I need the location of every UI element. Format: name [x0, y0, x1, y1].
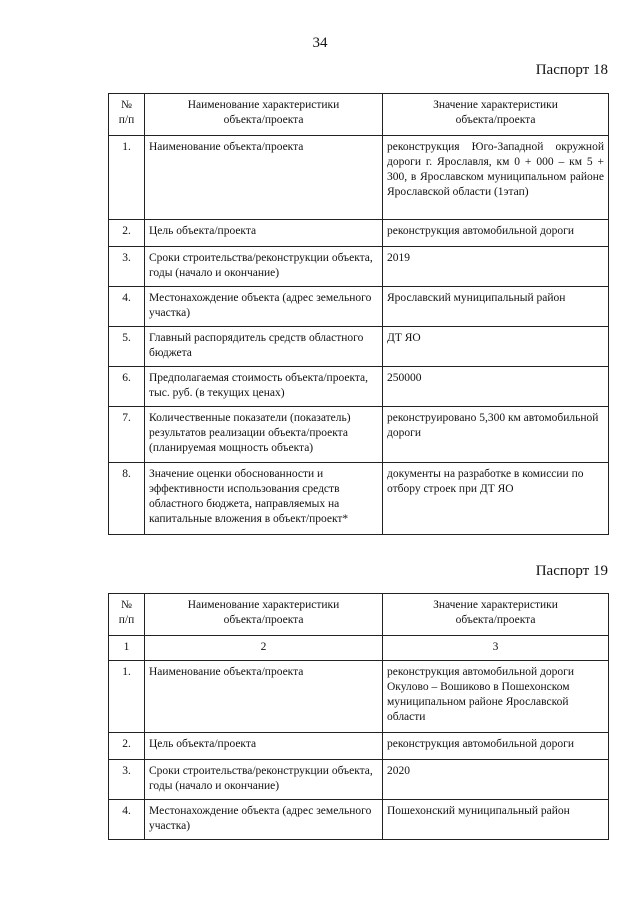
row-num: 4.	[109, 800, 145, 840]
row-num: 2.	[109, 220, 145, 247]
row-name: Местонахождение объекта (адрес земельного участка)	[145, 800, 383, 840]
row-name: Наименование объекта/проекта	[145, 661, 383, 733]
row-name: Количественные показатели (показатель) результатов реализации объекта/проекта (планируемая мощность объекта)	[145, 407, 383, 463]
row-name: Предполагаемая стоимость объекта/проекта, тыс. руб. (в текущих ценах)	[145, 367, 383, 407]
table-row	[109, 220, 609, 247]
header-num: № п/п	[109, 94, 145, 136]
row-num: 3.	[109, 760, 145, 800]
passport-18-title: Паспорт 18	[535, 62, 608, 78]
row-value: реконструировано 5,300 км автомобильной дороги	[383, 407, 609, 463]
row-num: 4.	[109, 287, 145, 327]
row-num: 1.	[109, 661, 145, 733]
table-row	[109, 463, 609, 535]
row-num: 5.	[109, 327, 145, 367]
row-name: Цель объекта/проекта	[145, 733, 383, 760]
row-num: 6.	[109, 367, 145, 407]
header-value: Значение характеристики объекта/проекта	[383, 94, 609, 136]
row-num: 3.	[109, 247, 145, 287]
table-index-row	[109, 636, 609, 661]
table-row	[109, 247, 609, 287]
row-num: 2.	[109, 733, 145, 760]
row-num: 1.	[109, 136, 145, 220]
index-cell: 2	[145, 636, 383, 661]
header-value: Значение характеристики объекта/проекта	[383, 594, 609, 636]
table-row	[109, 800, 609, 840]
index-cell: 3	[383, 636, 609, 661]
row-name: Сроки строительства/реконструкции объекта, годы (начало и окончание)	[145, 760, 383, 800]
passport-19-title: Паспорт 19	[535, 563, 608, 579]
row-name: Сроки строительства/реконструкции объекта, годы (начало и окончание)	[145, 247, 383, 287]
table-row	[109, 287, 609, 327]
row-name: Местонахождение объекта (адрес земельного участка)	[145, 287, 383, 327]
header-name: Наименование характеристики объекта/проекта	[145, 594, 383, 636]
row-value: 2020	[383, 760, 609, 800]
row-value: Ярославский муниципальный район	[383, 287, 609, 327]
page-number: 34	[312, 35, 328, 51]
table-row	[109, 733, 609, 760]
table-row	[109, 367, 609, 407]
row-value: реконструкция автомобильной дороги Окулово – Вошиково в Пошехонском муниципальном районе Ярославской области	[383, 661, 609, 733]
row-name: Наименование объекта/проекта	[145, 136, 383, 220]
row-value: реконструкция Юго-Западной окружной дороги г. Ярославля, км 0 + 000 – км 5 + 300, в Ярославском муниципальном районе Ярославской области (1этап)	[383, 136, 609, 220]
table-row	[109, 136, 609, 220]
row-value: ДТ ЯО	[383, 327, 609, 367]
row-name: Главный распорядитель средств областного бюджета	[145, 327, 383, 367]
row-value: реконструкция автомобильной дороги	[383, 220, 609, 247]
row-name: Цель объекта/проекта	[145, 220, 383, 247]
row-value: реконструкция автомобильной дороги	[383, 733, 609, 760]
header-num: № п/п	[109, 594, 145, 636]
table-row	[109, 327, 609, 367]
table-row	[109, 661, 609, 733]
row-value: документы на разработке в комиссии по отбору строек при ДТ ЯО	[383, 463, 609, 535]
passport-18-table	[108, 93, 609, 535]
row-value: Пошехонский муниципальный район	[383, 800, 609, 840]
row-value: 250000	[383, 367, 609, 407]
row-name: Значение оценки обоснованности и эффективности использования средств областного бюджета, направляемых на капитальные вложения в объект/проект*	[145, 463, 383, 535]
table-row	[109, 760, 609, 800]
table-header-row	[109, 94, 609, 136]
table-row	[109, 407, 609, 463]
header-name: Наименование характеристики объекта/проекта	[145, 94, 383, 136]
row-value: 2019	[383, 247, 609, 287]
passport-19-table	[108, 593, 609, 840]
row-num: 8.	[109, 463, 145, 535]
table-header-row	[109, 594, 609, 636]
index-cell: 1	[109, 636, 145, 661]
row-num: 7.	[109, 407, 145, 463]
